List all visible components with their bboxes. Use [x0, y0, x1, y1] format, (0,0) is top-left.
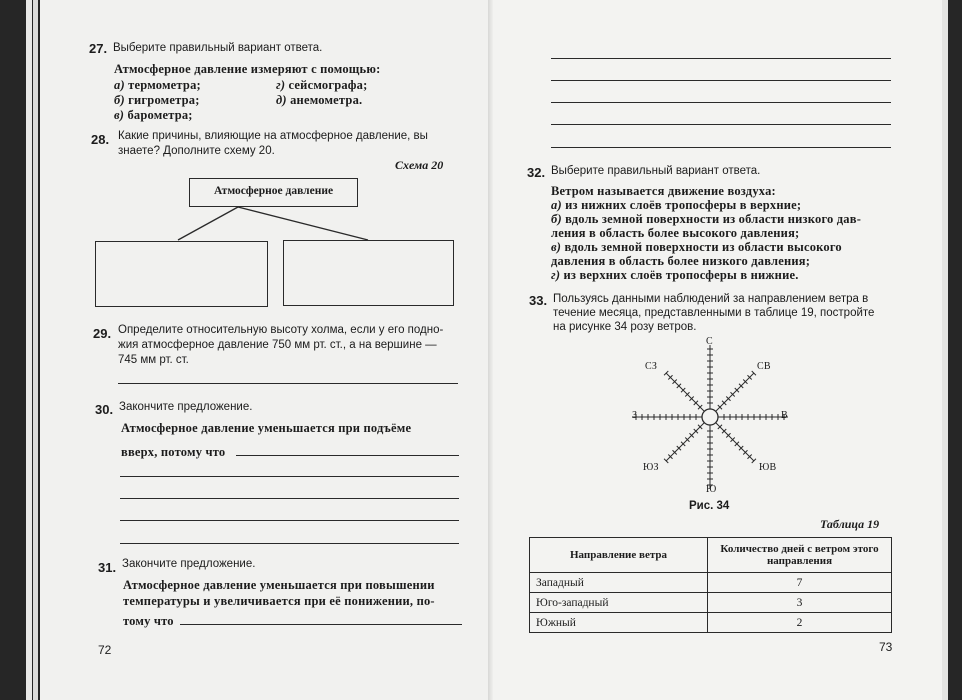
page-number-left: 72 [98, 643, 112, 657]
q29-number: 29. [93, 326, 112, 341]
q29-line3: 745 мм рт. ст. [118, 354, 189, 366]
q30-answer-line[interactable] [120, 543, 459, 544]
q32-number: 32. [527, 165, 546, 180]
scheme-arrow-right [238, 207, 368, 240]
q31-line3: тому что [123, 614, 174, 628]
q30-line2: вверх, потому что [121, 445, 226, 459]
rose-label-e: В [781, 410, 788, 421]
q32-stem: Ветром называется движение воздуха: [551, 184, 776, 198]
q27-title: Выберите правильный вариант ответа. [113, 42, 323, 54]
q27-option-a[interactable]: а) термометра; [114, 78, 201, 92]
q31-line2: температуры и увеличивается при её понижении, по- [123, 594, 435, 608]
q30-answer-line[interactable] [236, 455, 459, 456]
table-caption: Таблица 19 [820, 517, 880, 531]
q32-title: Выберите правильный вариант ответа. [551, 165, 761, 177]
q30-answer-line[interactable] [120, 476, 459, 477]
q32-option-g[interactable]: г) из верхних слоёв тропосферы в нижние. [551, 268, 799, 282]
q30-answer-line[interactable] [120, 498, 459, 499]
wind-table [529, 537, 892, 633]
prev-answer-line[interactable] [551, 147, 891, 148]
table-cell-days: 7 [708, 573, 892, 593]
table-cell-direction: Юго-западный [530, 593, 708, 613]
page-stack-edge [33, 0, 38, 700]
table-cell-direction: Западный [530, 573, 708, 593]
wind-rose-axis [716, 423, 754, 461]
table-row [530, 593, 892, 613]
table-cell-direction: Южный [530, 613, 708, 633]
q30-number: 30. [95, 402, 114, 417]
scheme-arrow-left [178, 207, 238, 240]
rose-label-s: Ю [706, 484, 717, 495]
wind-rose-axis [666, 423, 704, 461]
q31-answer-line[interactable] [180, 624, 462, 625]
rose-label-w: З [632, 410, 638, 421]
q28-line1: Какие причины, влияющие на атмосферное давление, вы [118, 130, 428, 142]
q30-line1: Атмосферное давление уменьшается при подъёме [121, 421, 412, 435]
q33-number: 33. [529, 293, 548, 308]
rose-label-se: ЮВ [759, 462, 777, 473]
q32-option-b-cont: ления в область более высокого давления; [551, 226, 800, 240]
q29-line2: жия атмосферное давление 750 мм рт. ст., а на вершине — [118, 339, 437, 351]
q31-title: Закончите предложение. [122, 558, 256, 570]
rose-label-n: С [706, 336, 713, 347]
q27-stem: Атмосферное давление измеряют с помощью: [114, 62, 381, 76]
q32-option-b[interactable]: б) вдоль земной поверхности из области низкого дав- [551, 212, 862, 226]
right-page [493, 0, 942, 700]
q28-line2: знаете? Дополните схему 20. [118, 145, 275, 157]
page-stack-edge [26, 0, 32, 700]
q32-option-v-cont: давления в область более низкого давления; [551, 254, 811, 268]
scheme-top-box-title: Атмосферное давление [213, 185, 334, 197]
q27-option-g[interactable]: г) сейсмографа; [276, 78, 368, 92]
page-stack-edge [942, 0, 948, 700]
table-header-direction: Направление ветра [530, 538, 708, 573]
q29-line1: Определите относительную высоту холма, если у его подно- [118, 324, 444, 336]
q27-option-b[interactable]: б) гигрометра; [114, 93, 200, 107]
prev-answer-line[interactable] [551, 80, 891, 81]
q32-option-v[interactable]: в) вдоль земной поверхности из области высокого [551, 240, 842, 254]
q30-answer-line[interactable] [120, 520, 459, 521]
q27-number: 27. [89, 41, 108, 56]
q28-number: 28. [91, 132, 110, 147]
rose-label-nw: СЗ [645, 361, 658, 372]
table-cell-days: 2 [708, 613, 892, 633]
q33-line3: на рисунке 34 розу ветров. [553, 321, 697, 333]
q30-title: Закончите предложение. [119, 401, 253, 413]
q32-option-a[interactable]: а) из нижних слоёв тропосферы в верхние; [551, 198, 802, 212]
scheme-answer-box-left[interactable] [95, 241, 268, 307]
prev-answer-line[interactable] [551, 58, 891, 59]
q27-option-d[interactable]: д) анемометра. [276, 93, 363, 107]
rose-label-sw: ЮЗ [643, 462, 659, 473]
q33-line1: Пользуясь данными наблюдений за направлением ветра в [553, 293, 869, 305]
q33-line2: течение месяца, представленными в таблице 19, постройте [553, 307, 875, 319]
scheme-label: Схема 20 [395, 158, 444, 172]
wind-rose-axis [716, 373, 754, 411]
prev-answer-line[interactable] [551, 102, 891, 103]
table-cell-days: 3 [708, 593, 892, 613]
q31-number: 31. [98, 560, 117, 575]
figure-caption: Рис. 34 [689, 500, 730, 512]
table-header-days: Количество дней с ветром этого направления [708, 538, 892, 573]
q29-answer-line[interactable] [118, 383, 458, 384]
left-page [40, 0, 493, 700]
table-row [530, 573, 892, 593]
wind-rose-center [702, 409, 718, 425]
page-number-right: 73 [879, 640, 893, 654]
q27-option-v[interactable]: в) барометра; [114, 108, 193, 122]
scheme-answer-box-right[interactable] [283, 240, 454, 306]
table-row [530, 613, 892, 633]
wind-rose-axis [666, 373, 704, 411]
prev-answer-line[interactable] [551, 124, 891, 125]
table-header-row [530, 538, 892, 573]
q31-line1: Атмосферное давление уменьшается при повышении [123, 578, 435, 592]
rose-label-ne: СВ [757, 361, 771, 372]
